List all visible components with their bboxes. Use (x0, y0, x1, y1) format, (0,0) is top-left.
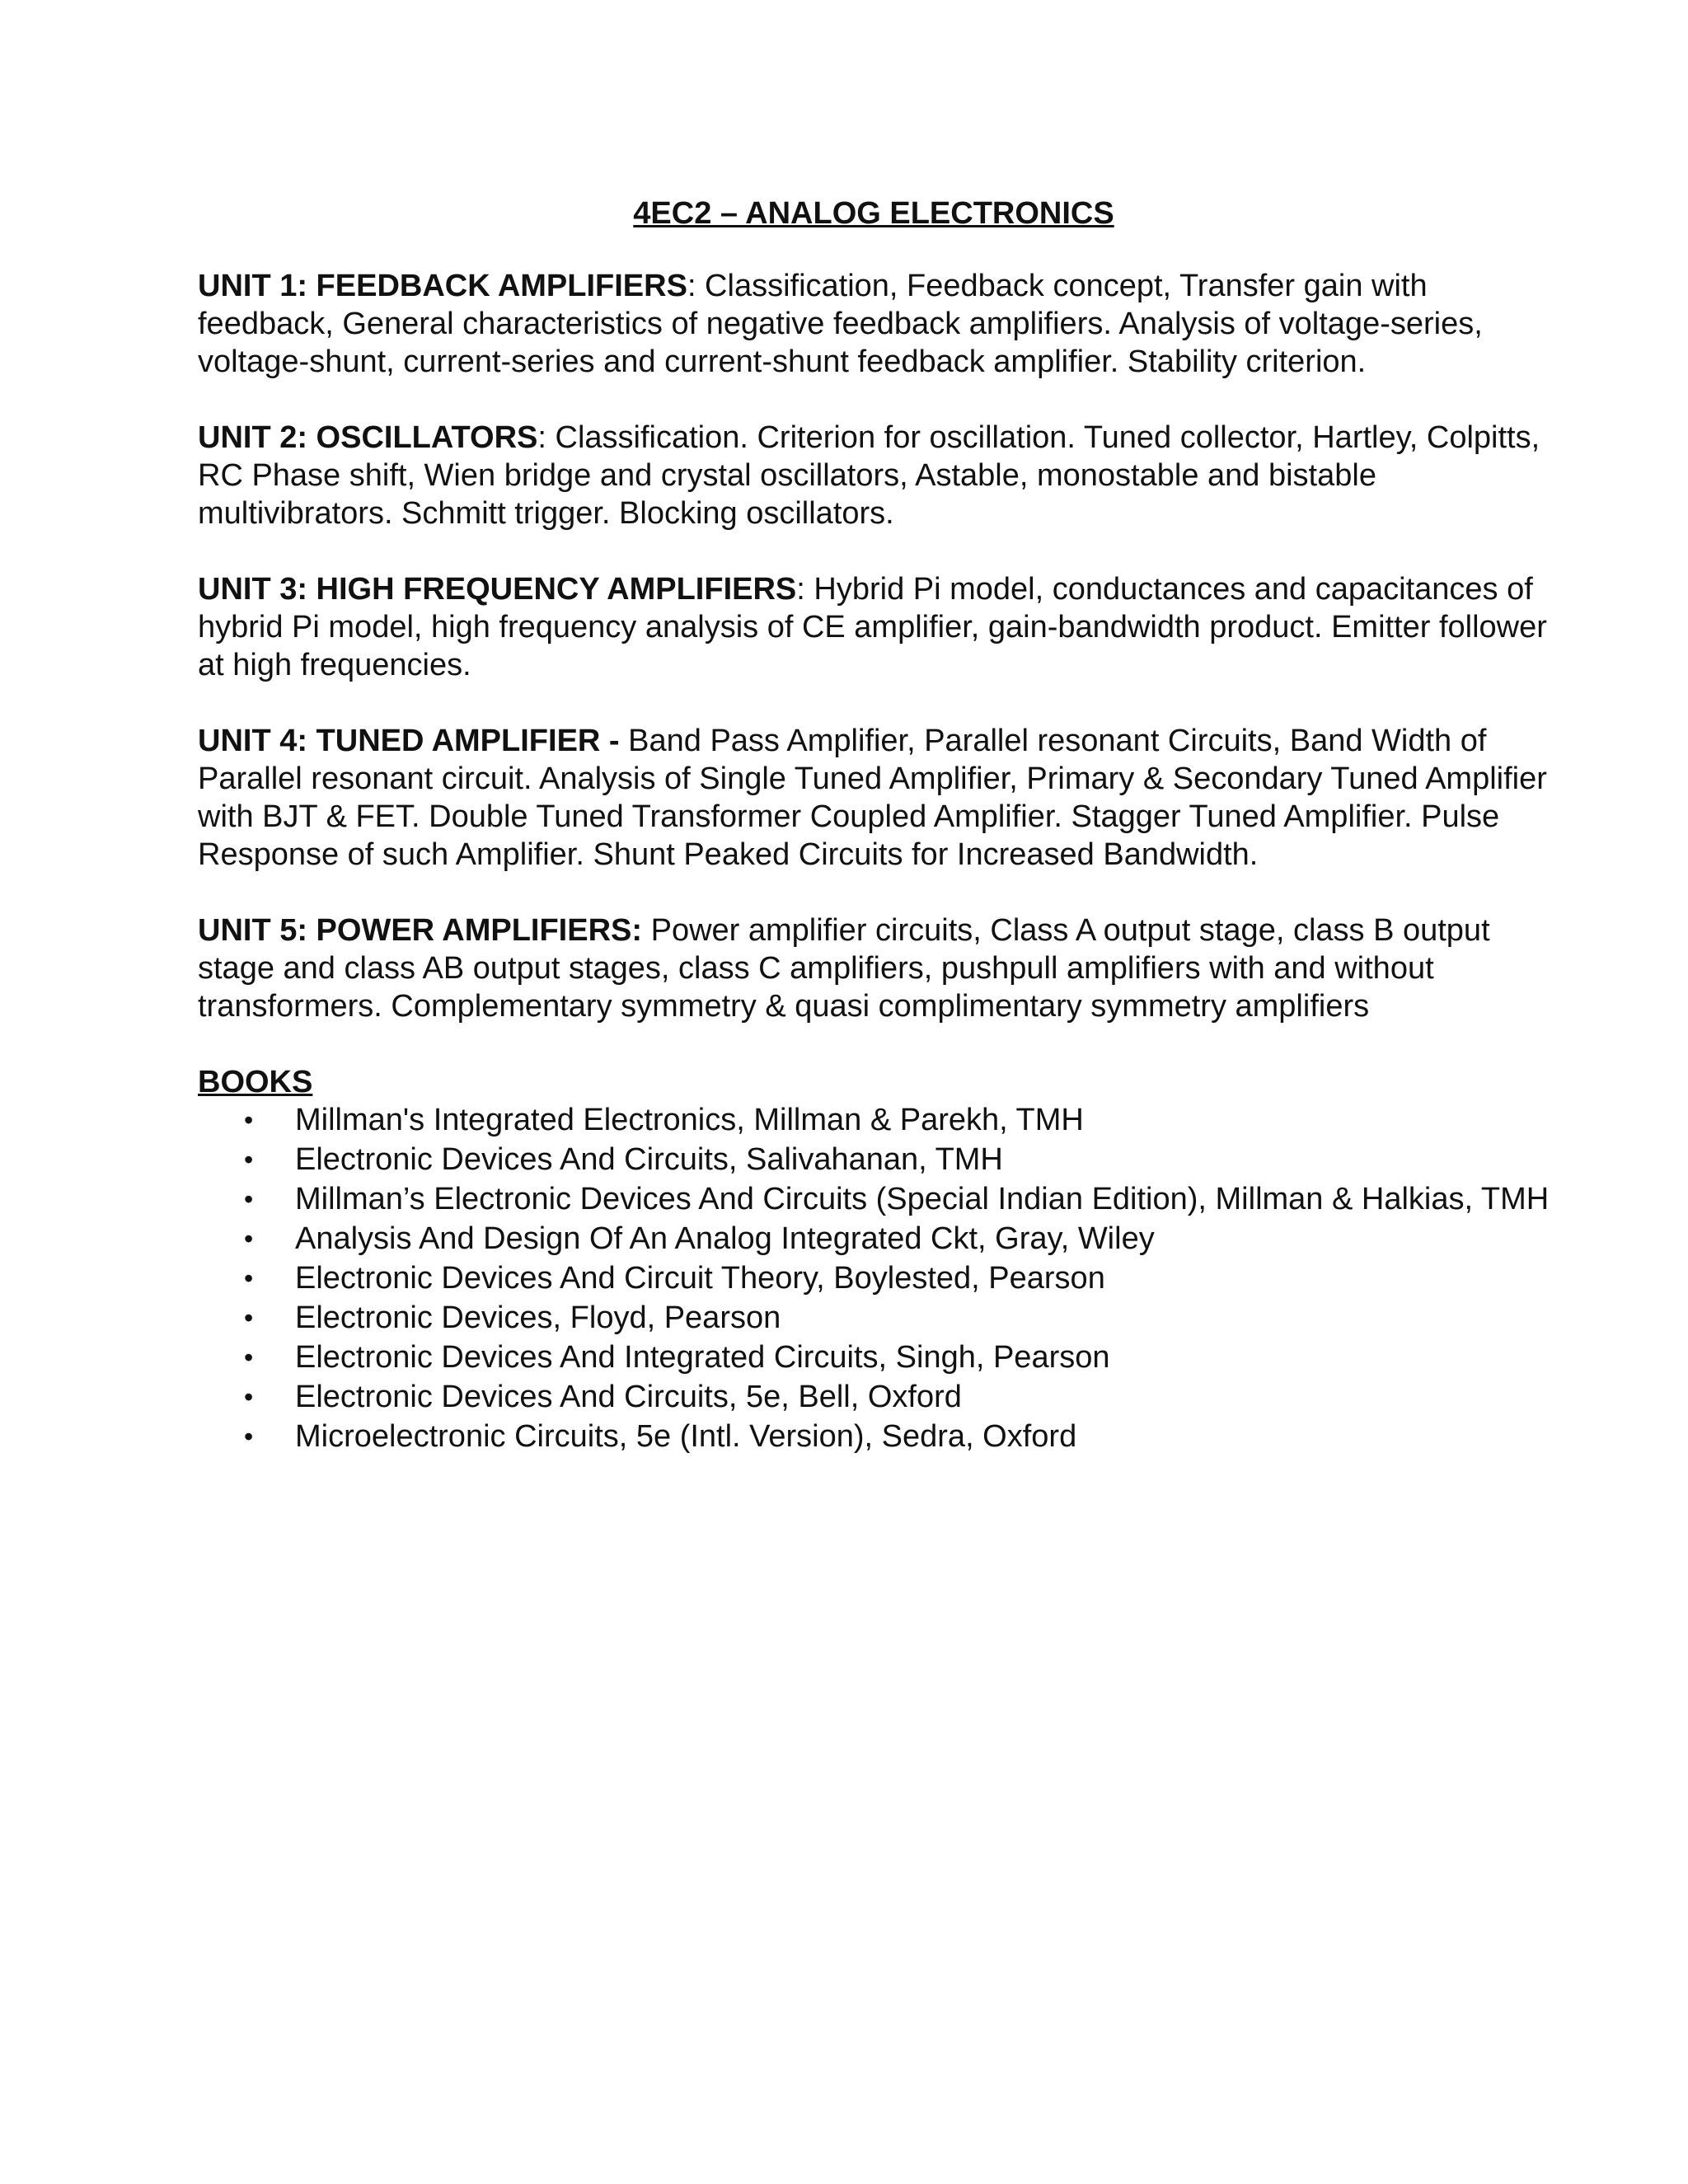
book-title: Analysis And Design Of An Analog Integrated Ckt, Gray, Wiley (295, 1221, 1155, 1256)
unit-1-body: : Classification, Feedback concept, Transfer gain with feedback, General characteristics of negative feedback amplifiers. Analysis of voltage-series, voltage-shunt, current-series and current-shunt feedback amplifier. Stability criterion. (198, 269, 1483, 379)
unit-2 (198, 419, 1550, 532)
books-heading: BOOKS (198, 1065, 313, 1099)
unit-4 (198, 722, 1550, 874)
list-item (244, 1418, 1672, 1455)
book-title: Electronic Devices And Integrated Circuits, Singh, Pearson (295, 1340, 1110, 1375)
list-item (244, 1338, 1672, 1376)
book-title: Electronic Devices And Circuits, 5e, Bell, Oxford (295, 1380, 962, 1414)
unit-3-body: : Hybrid Pi model, conductances and capacitances of hybrid Pi model, high frequency analysis of CE amplifier, gain-bandwidth product. Emitter follower at high frequencies. (198, 572, 1547, 682)
bullet-icon: • (244, 1263, 254, 1293)
book-title: Electronic Devices And Circuits, Salivahanan, TMH (295, 1142, 1003, 1177)
unit-3-heading: UNIT 3: HIGH FREQUENCY AMPLIFIERS (198, 572, 797, 607)
list-item (244, 1378, 1672, 1416)
unit-5 (198, 912, 1550, 1025)
list-item (244, 1220, 1672, 1258)
list-item (244, 1259, 1672, 1297)
bullet-icon: • (244, 1422, 254, 1451)
unit-5-heading: UNIT 5: POWER AMPLIFIERS: (198, 913, 643, 948)
unit-1-heading: UNIT 1: FEEDBACK AMPLIFIERS (198, 269, 687, 303)
list-item (244, 1299, 1672, 1337)
unit-5-body: Power amplifier circuits, Class A output stage, class B output stage and class AB output stages, class C amplifiers, pushpull amplifiers with and without transformers. Complementary symmetry & quasi complimentary symmetry amplifiers (198, 913, 1490, 1024)
bullet-icon: • (244, 1184, 254, 1214)
list-item (244, 1180, 1672, 1218)
bullet-icon: • (244, 1343, 254, 1372)
book-title: Millman's Integrated Electronics, Millman & Parekh, TMH (295, 1103, 1084, 1137)
bullet-icon: • (244, 1105, 254, 1135)
bullet-icon: • (244, 1224, 254, 1254)
unit-2-heading: UNIT 2: OSCILLATORS (198, 420, 538, 455)
books-list (198, 1101, 1672, 1455)
unit-3 (198, 570, 1550, 684)
book-title: Electronic Devices, Floyd, Pearson (295, 1301, 781, 1335)
syllabus-page (198, 194, 1550, 1457)
unit-4-heading: UNIT 4: TUNED AMPLIFIER - (198, 724, 620, 758)
list-item (244, 1141, 1672, 1179)
document-title: 4EC2 – ANALOG ELECTRONICS (633, 196, 1114, 231)
bullet-icon: • (244, 1382, 254, 1412)
bullet-icon: • (244, 1145, 254, 1174)
unit-4-body: Band Pass Amplifier, Parallel resonant Circuits, Band Width of Parallel resonant circuit. Analysis of Single Tuned Amplifier, Primary & Secondary Tuned Amplifier with BJT & FET. Double Tuned Transformer Coupled Amplifier. Stagger Tuned Amplifier. Pulse Response of such Amplifier. Shunt Peaked Circuits for Increased Bandwidth. (198, 724, 1547, 872)
book-title: Electronic Devices And Circuit Theory, Boylested, Pearson (295, 1261, 1105, 1296)
book-title: Millman’s Electronic Devices And Circuits (Special Indian Edition), Millman & Halkias, TMH (295, 1182, 1550, 1216)
list-item (244, 1101, 1672, 1139)
book-title: Microelectronic Circuits, 5e (Intl. Version), Sedra, Oxford (295, 1419, 1077, 1454)
bullet-icon: • (244, 1303, 254, 1333)
unit-1 (198, 267, 1550, 381)
unit-2-body: : Classification. Criterion for oscillation. Tuned collector, Hartley, Colpitts, RC Phase shift, Wien bridge and crystal oscillators, Astable, monostable and bistable multivibrators. Schmitt trigger. Blocking oscillators. (198, 420, 1540, 531)
